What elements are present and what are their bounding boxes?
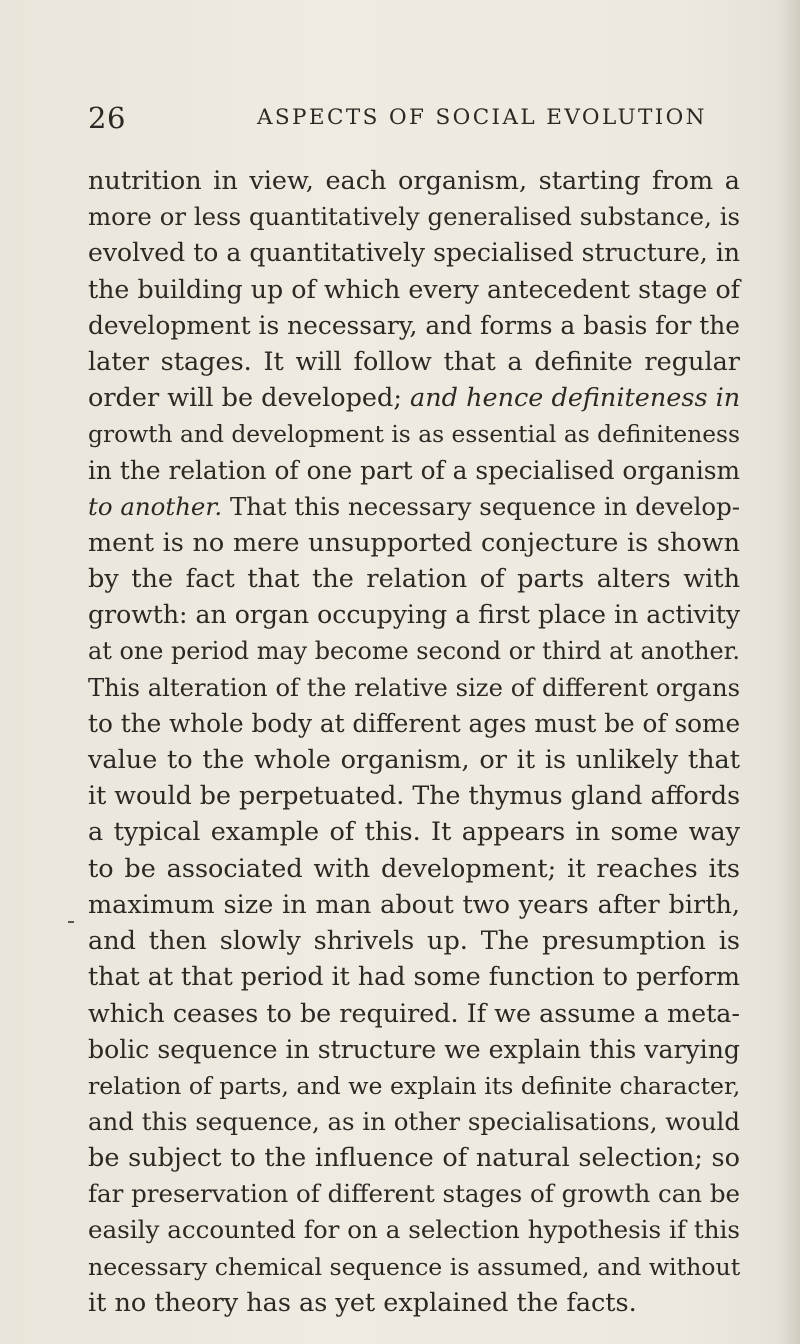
text-line: at one period may become second or third at another. bbox=[88, 637, 740, 666]
text-line: necessary chemical sequence is assumed, and without bbox=[88, 1252, 741, 1281]
text-line: growth: an organ occupying a first place in activity bbox=[88, 600, 741, 630]
text-line: evolved to a quantitatively specialised structure, in bbox=[88, 238, 740, 268]
margin-mark bbox=[68, 921, 74, 923]
text-line: a typical example of this. It appears in some way bbox=[88, 817, 740, 848]
text-line: the building up of which every antecedent stage of bbox=[88, 274, 740, 304]
text-line: to be associated with development; it reaches its bbox=[88, 853, 740, 884]
page-number: 26 bbox=[88, 101, 126, 135]
text-line: which ceases to be required. If we assume a meta- bbox=[88, 998, 740, 1029]
text-line bbox=[88, 380, 740, 416]
text-line: value to the whole organism, or it is unlikely that bbox=[88, 745, 740, 775]
text-line: by the fact that the relation of parts alters with bbox=[88, 564, 740, 595]
text-line: and this sequence, as in other specialisations, would bbox=[88, 1106, 740, 1136]
text-line: maximum size in man about two years after birth, bbox=[88, 889, 740, 920]
text-line bbox=[88, 489, 740, 525]
text-line: later stages. It will follow that a definite regular bbox=[88, 346, 740, 377]
text-line: far preservation of different stages of growth can be bbox=[88, 1179, 740, 1209]
text-line: This alteration of the relative size of different organs bbox=[88, 673, 740, 702]
text-segment: That this necessary sequence in develop- bbox=[222, 491, 741, 521]
text-line: to the whole body at different ages must be of some bbox=[88, 708, 741, 738]
text-line: be subject to the influence of natural selection; so bbox=[88, 1143, 740, 1174]
text-line: and then slowly shrivels up. The presumption is bbox=[88, 925, 740, 956]
text-segment: order will be developed; bbox=[88, 383, 411, 414]
running-title: ASPECTS OF SOCIAL EVOLUTION bbox=[257, 105, 707, 130]
text-line: growth and development is as essential as definiteness bbox=[88, 420, 740, 449]
italic-segment: and hence definiteness in bbox=[410, 383, 741, 414]
text-line: more or less quantitatively generalised substance, is bbox=[88, 202, 740, 232]
text-line: ment is no mere unsupported conjecture is shown bbox=[88, 527, 740, 558]
text-line: nutrition in view, each organism, starting from a bbox=[88, 166, 740, 196]
text-line: easily accounted for on a selection hypothesis if this bbox=[88, 1215, 740, 1245]
body-paragraph bbox=[88, 163, 740, 1321]
page-edge-shadow bbox=[778, 0, 800, 1344]
text-line: that at that period it had some function to perform bbox=[88, 962, 741, 992]
italic-segment: to another. bbox=[88, 491, 223, 521]
text-line: bolic sequence in structure we explain this varying bbox=[88, 1034, 740, 1064]
text-line: relation of parts, and we explain its definite character, bbox=[88, 1071, 741, 1100]
text-line: in the relation of one part of a specialised organism bbox=[88, 455, 740, 485]
text-line: it no theory has as yet explained the facts. bbox=[88, 1287, 637, 1318]
running-header bbox=[88, 101, 740, 137]
text-line: development is necessary, and forms a basis for the bbox=[88, 310, 740, 340]
text-line: it would be perpetuated. The thymus gland affords bbox=[88, 781, 741, 811]
